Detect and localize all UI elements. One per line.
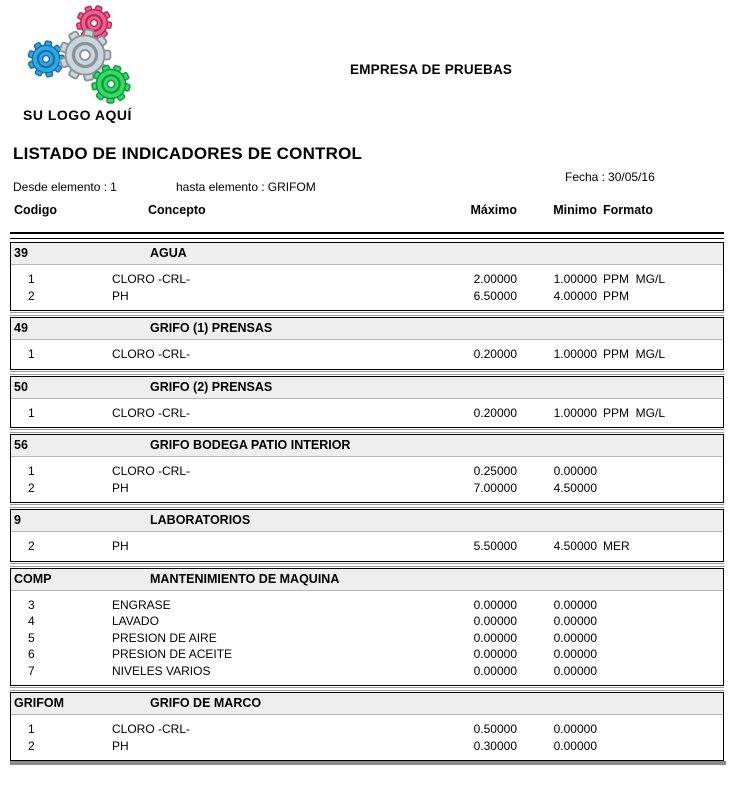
table-row (11, 346, 723, 363)
group-name: GRIFO (2) PRENSAS (150, 379, 273, 394)
item-format (597, 738, 723, 755)
header-rule (10, 232, 724, 239)
group-code: 56 (14, 438, 28, 452)
group-header (11, 435, 723, 457)
group-code: COMP (14, 571, 52, 586)
group-code: GRIFOM (14, 696, 64, 710)
table-column-headers (10, 203, 724, 217)
item-code: 4 (28, 614, 35, 628)
table-row (11, 538, 723, 555)
item-max: 2.00000 (473, 272, 517, 286)
bottom-bar (10, 761, 726, 765)
table-row (11, 646, 723, 663)
item-code: 2 (28, 480, 35, 495)
item-format (597, 721, 723, 738)
item-min: 0.00000 (553, 722, 597, 736)
column-header-maximo: Máximo (470, 203, 517, 217)
item-format (597, 480, 723, 497)
item-concept: LAVADO (112, 614, 159, 628)
group-separator (10, 504, 724, 508)
item-min: 1.00000 (553, 405, 597, 420)
item-format: PPM (603, 288, 630, 303)
item-format: PPM MG/L (603, 405, 666, 420)
table-row (11, 597, 723, 614)
report-date-label: Fecha : (565, 170, 606, 184)
column-header-codigo: Codigo (14, 203, 58, 217)
report-date (565, 170, 658, 184)
item-format (597, 613, 723, 630)
item-min: 0.00000 (553, 464, 597, 478)
item-max: 0.25000 (473, 464, 517, 478)
group-code: 50 (14, 379, 28, 394)
item-max: 0.00000 (473, 630, 517, 645)
gears-logo-icon (18, 2, 150, 106)
item-concept: CLORO -CRL- (112, 405, 191, 420)
item-format (597, 463, 723, 480)
item-min: 0.00000 (553, 663, 597, 678)
group-name: AGUA (150, 246, 187, 260)
item-min: 1.00000 (553, 272, 597, 286)
item-code: 1 (28, 347, 35, 361)
item-max: 0.50000 (473, 722, 517, 736)
item-max: 0.20000 (473, 405, 517, 420)
item-format (597, 663, 723, 680)
item-code: 2 (28, 738, 35, 753)
item-max: 6.50000 (473, 288, 517, 303)
group-header (11, 377, 723, 399)
group-separator (10, 429, 724, 433)
item-concept: PH (112, 288, 129, 303)
item-code: 1 (28, 405, 35, 420)
column-header-formato: Formato (603, 203, 653, 217)
group-name: GRIFO BODEGA PATIO INTERIOR (150, 438, 351, 452)
group-section (10, 509, 724, 562)
item-max: 7.00000 (473, 480, 517, 495)
item-code: 6 (28, 647, 35, 661)
table-row (11, 613, 723, 630)
from-element-label: Desde elemento : (13, 180, 108, 194)
item-format (597, 597, 723, 614)
group-header (11, 693, 723, 715)
group-name: GRIFO DE MARCO (150, 696, 262, 710)
item-code: 3 (28, 597, 35, 612)
item-concept: CLORO -CRL- (112, 722, 191, 736)
group-name: GRIFO (1) PRENSAS (150, 321, 273, 335)
group-separator (10, 563, 724, 567)
item-code: 1 (28, 722, 35, 736)
item-concept: CLORO -CRL- (112, 272, 191, 286)
item-format: MER (603, 539, 630, 553)
item-concept: ENGRASE (112, 597, 171, 612)
group-section (10, 568, 724, 687)
table-row (11, 405, 723, 422)
group-code: 9 (14, 513, 21, 527)
groups-list (10, 242, 724, 765)
from-element (13, 180, 120, 194)
table-row (11, 288, 723, 305)
group-section (10, 692, 724, 761)
item-concept: PH (112, 480, 129, 495)
item-min: 0.00000 (553, 647, 597, 661)
group-section (10, 376, 724, 429)
table-row (11, 480, 723, 497)
page-title: LISTADO DE INDICADORES DE CONTROL (13, 144, 363, 163)
item-code: 1 (28, 464, 35, 478)
group-separator (10, 371, 724, 375)
item-concept: CLORO -CRL- (112, 347, 191, 361)
item-max: 0.00000 (473, 614, 517, 628)
company-name: EMPRESA DE PRUEBAS (350, 62, 513, 77)
item-max: 0.00000 (473, 597, 517, 612)
item-min: 4.50000 (553, 539, 597, 553)
item-max: 0.00000 (473, 647, 517, 661)
group-section (10, 317, 724, 370)
group-header (11, 243, 723, 265)
item-code: 7 (28, 663, 35, 678)
item-format (597, 646, 723, 663)
column-header-minimo: Minimo (553, 203, 597, 217)
item-concept: CLORO -CRL- (112, 464, 191, 478)
item-min: 0.00000 (553, 630, 597, 645)
logo-caption: SU LOGO AQUÍ (23, 107, 132, 123)
group-name: MANTENIMIENTO DE MAQUINA (150, 571, 340, 586)
item-concept: NIVELES VARIOS (112, 663, 211, 678)
item-min: 4.00000 (553, 288, 597, 303)
item-max: 0.00000 (473, 663, 517, 678)
table-row (11, 630, 723, 647)
to-element (176, 180, 319, 194)
item-format: PPM MG/L (603, 272, 666, 286)
group-header (11, 510, 723, 532)
item-code: 2 (28, 288, 35, 303)
item-concept: PRESION DE ACEITE (112, 647, 233, 661)
item-max: 5.50000 (473, 539, 517, 553)
group-section (10, 434, 724, 503)
item-format: PPM MG/L (603, 347, 666, 361)
table-row (11, 738, 723, 755)
report-date-value: 30/05/16 (608, 170, 655, 184)
item-code: 5 (28, 630, 35, 645)
group-section (10, 242, 724, 311)
item-max: 0.30000 (473, 738, 517, 753)
group-separator (10, 687, 724, 691)
group-name: LABORATORIOS (150, 513, 251, 527)
item-min: 1.00000 (553, 347, 597, 361)
group-code: 39 (14, 246, 28, 260)
item-min: 0.00000 (553, 597, 597, 612)
table-row (11, 271, 723, 288)
item-concept: PH (112, 539, 129, 553)
group-separator (10, 312, 724, 316)
table-row (11, 463, 723, 480)
group-code: 49 (14, 321, 28, 335)
to-element-label: hasta elemento : (176, 180, 265, 194)
from-element-value: 1 (110, 180, 117, 194)
item-max: 0.20000 (473, 347, 517, 361)
item-min: 0.00000 (553, 614, 597, 628)
item-format (597, 630, 723, 647)
item-code: 1 (28, 272, 35, 286)
table-row (11, 663, 723, 680)
item-concept: PRESION DE AIRE (112, 630, 217, 645)
to-element-value: GRIFOM (267, 180, 316, 194)
item-code: 2 (28, 539, 35, 553)
group-header (11, 318, 723, 340)
item-concept: PH (112, 738, 129, 753)
table-row (11, 721, 723, 738)
item-min: 4.50000 (553, 480, 597, 495)
group-header (11, 569, 723, 591)
column-header-concepto: Concepto (148, 203, 206, 217)
item-min: 0.00000 (553, 738, 597, 753)
